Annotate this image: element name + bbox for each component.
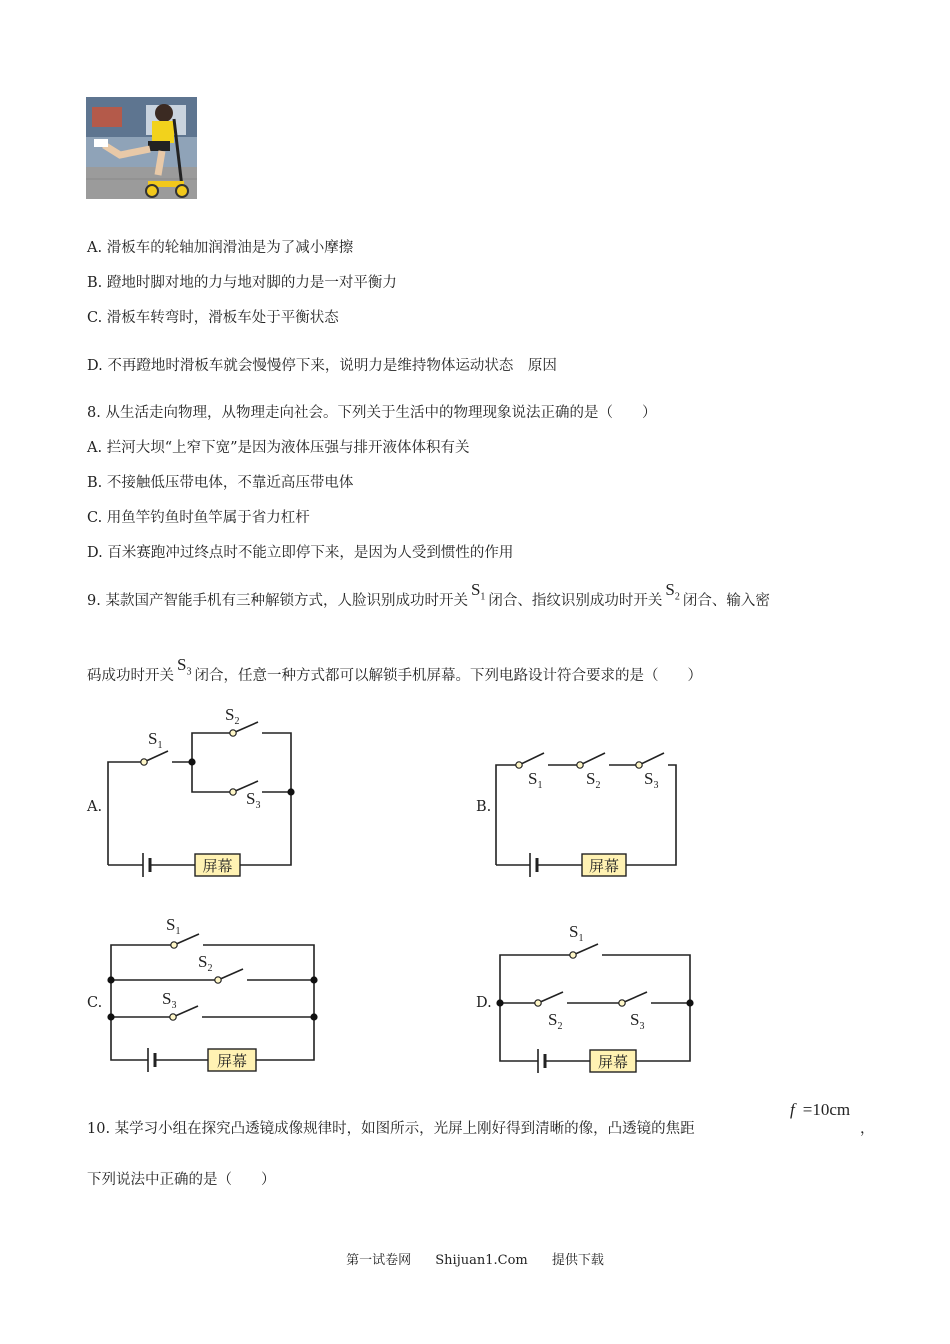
switch-contact bbox=[516, 762, 522, 768]
q9-switch-s1 bbox=[470, 580, 486, 603]
q8-option-b: B. 不接触低压带电体，不靠近高压带电体 bbox=[87, 475, 354, 491]
s-subscript: 2 bbox=[674, 591, 680, 603]
switch-contact bbox=[171, 942, 177, 948]
switch-contact bbox=[535, 1000, 541, 1006]
q9-text-5: 闭合，任意一种方式都可以解锁手机屏幕。下列电路设计符合要求的是（ ） bbox=[194, 668, 702, 684]
q9-switch-s3 bbox=[177, 655, 192, 678]
switch-contact bbox=[570, 952, 576, 958]
switch-contact bbox=[170, 1014, 176, 1020]
junction-node bbox=[287, 788, 294, 795]
circuit-label-d: D. bbox=[476, 995, 492, 1011]
s-subscript: 1 bbox=[480, 591, 486, 603]
screen-label: 屏幕 bbox=[588, 857, 620, 875]
switch-label-s3: $S_3$ bbox=[162, 989, 177, 1011]
q9-text-2: 闭合、指纹识别成功时开关 bbox=[488, 593, 663, 609]
q10-line2: 下列说法中正确的是（ ） bbox=[87, 1172, 276, 1188]
s-subscript: 1 bbox=[578, 933, 584, 944]
page-footer bbox=[0, 1249, 950, 1268]
junction-node bbox=[310, 1013, 317, 1020]
q9-text-3: 闭合、输入密 bbox=[682, 593, 770, 609]
q7-option-d: D. 不再蹬地时滑板车就会慢慢停下来，说明力是维持物体运动状态 原因 bbox=[87, 358, 557, 374]
s-subscript: 3 bbox=[639, 1021, 645, 1032]
screen-label: 屏幕 bbox=[597, 1053, 629, 1071]
scooter-photo bbox=[86, 97, 197, 199]
switch-contact bbox=[141, 759, 147, 765]
screen-label: 屏幕 bbox=[202, 857, 233, 875]
q10-line1: 10. 某学习小组在探究凸透镜成像规律时，如图所示，光屏上刚好得到清晰的像，凸透镜的焦距 bbox=[87, 1121, 695, 1137]
switch-label-s3: $S_3$ bbox=[644, 769, 659, 791]
q8-option-a: A. 拦河大坝“上窄下宽”是因为液体压强与排开液体体积有关 bbox=[87, 440, 470, 456]
switch-label-s1: $S_1$ bbox=[148, 729, 163, 751]
s-subscript: 3 bbox=[171, 1000, 177, 1011]
q9-stem-line2 bbox=[87, 655, 702, 687]
focal-length-value: =10cm bbox=[802, 1100, 851, 1119]
s-subscript: 3 bbox=[255, 800, 261, 811]
circuit-label-c: C. bbox=[87, 995, 103, 1011]
s-subscript: 1 bbox=[537, 780, 543, 791]
junction-node bbox=[310, 976, 317, 983]
switch-label-s1: $S_1$ bbox=[569, 922, 584, 944]
s-subscript: 2 bbox=[234, 716, 240, 727]
q8-stem: 8. 从生活走向物理，从物理走向社会。下列关于生活中的物理现象说法正确的是（ ） bbox=[87, 405, 657, 421]
q7-option-a: A. 滑板车的轮轴加润滑油是为了减小摩擦 bbox=[87, 240, 354, 256]
switch-label-s2: $S_2$ bbox=[586, 769, 601, 791]
s-subscript: 1 bbox=[157, 740, 163, 751]
circuit-label-a: A. bbox=[87, 799, 103, 815]
q8-option-c: C. 用鱼竿钓鱼时鱼竿属于省力杠杆 bbox=[87, 510, 310, 526]
q7-option-c: C. 滑板车转弯时，滑板车处于平衡状态 bbox=[87, 310, 339, 326]
screen-label: 屏幕 bbox=[216, 1052, 248, 1070]
focal-length-var: f bbox=[790, 1100, 795, 1119]
footer-site-url[interactable]: Shijuan1.Com bbox=[435, 1253, 528, 1268]
switch-label-s2: $S_2$ bbox=[198, 952, 213, 974]
q10-comma: ， bbox=[860, 1121, 875, 1137]
s-subscript: 3 bbox=[186, 666, 192, 678]
q7-option-b: B. 蹬地时脚对地的力与地对脚的力是一对平衡力 bbox=[87, 275, 397, 291]
switch-contact bbox=[619, 1000, 625, 1006]
q9-stem-line1 bbox=[87, 580, 770, 612]
circuit-label-b: B. bbox=[476, 799, 492, 815]
junction-node bbox=[496, 999, 503, 1006]
junction-node bbox=[107, 976, 114, 983]
circuit-a bbox=[80, 700, 320, 880]
q9-text-1: 9. 某款国产智能手机有三种解锁方式，人脸识别成功时开关 bbox=[87, 593, 468, 609]
q8-option-d: D. 百米赛跑冲过终点时不能立即停下来，是因为人受到惯性的作用 bbox=[87, 545, 514, 561]
q9-switch-s2 bbox=[665, 580, 680, 603]
s-subscript: 2 bbox=[207, 963, 213, 974]
junction-node bbox=[107, 1013, 114, 1020]
switch-label-s3: $S_3$ bbox=[630, 1010, 645, 1032]
switch-contact bbox=[230, 730, 236, 736]
switch-label-s2: $S_2$ bbox=[225, 705, 240, 727]
s-subscript: 2 bbox=[595, 780, 601, 791]
s-subscript: 1 bbox=[175, 926, 181, 937]
junction-node bbox=[188, 758, 195, 765]
circuit-b bbox=[470, 740, 690, 880]
circuit-d bbox=[480, 915, 710, 1080]
s-letter: S bbox=[470, 580, 481, 599]
switch-contact bbox=[636, 762, 642, 768]
switch-label-s1: $S_1$ bbox=[166, 915, 181, 937]
s-letter: S bbox=[177, 655, 187, 674]
junction-node bbox=[686, 999, 693, 1006]
s-subscript: 2 bbox=[557, 1021, 563, 1032]
s-letter: S bbox=[665, 580, 675, 599]
q9-text-4: 码成功时开关 bbox=[87, 668, 174, 684]
switch-label-s3: $S_3$ bbox=[246, 789, 261, 811]
switch-label-s2: $S_2$ bbox=[548, 1010, 563, 1032]
footer-note: 提供下载 bbox=[551, 1253, 604, 1268]
s-subscript: 3 bbox=[653, 780, 659, 791]
footer-site-name: 第一试卷网 bbox=[346, 1253, 412, 1268]
switch-contact bbox=[215, 977, 221, 983]
switch-label-s1: $S_1$ bbox=[528, 769, 543, 791]
circuit-c bbox=[90, 910, 330, 1080]
q10-formula bbox=[790, 1100, 850, 1120]
switch-contact bbox=[230, 789, 236, 795]
switch-contact bbox=[577, 762, 583, 768]
